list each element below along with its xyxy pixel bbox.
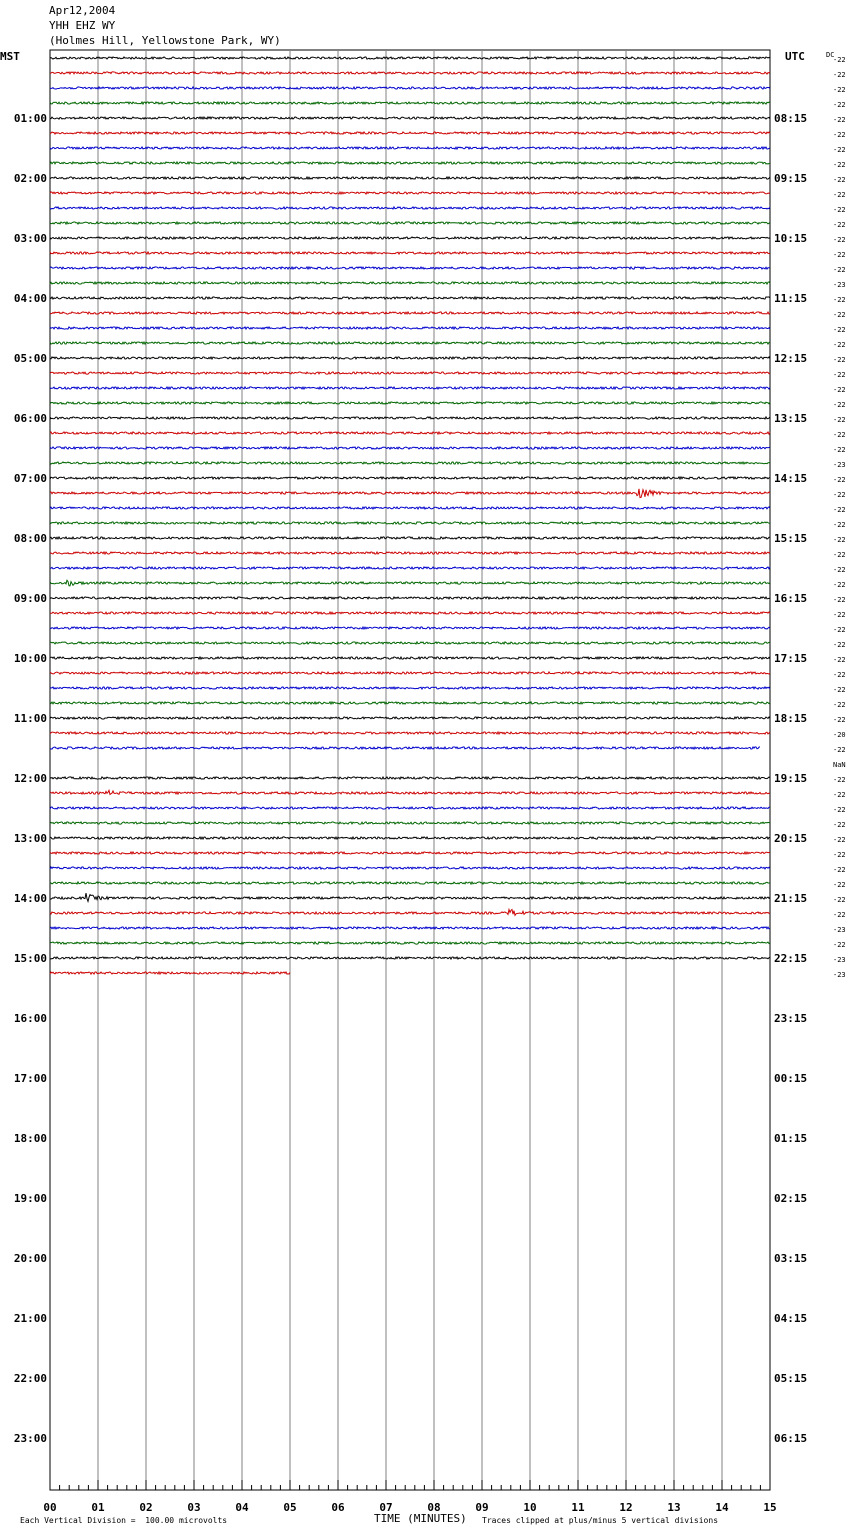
x-tick-label: 03 [187, 1501, 201, 1514]
trace-line [50, 732, 770, 734]
x-tick-label: 14 [715, 1501, 729, 1514]
mst-hour-label: 07:00 [13, 472, 47, 485]
x-tick-label: 02 [139, 1501, 153, 1514]
right-axis-title: UTC [785, 50, 805, 63]
utc-hour-label: 03:15 [774, 1252, 808, 1265]
clip-note: Traces clipped at plus/minus 5 vertical divisions [482, 1516, 719, 1525]
dc-value: -22 [833, 71, 846, 79]
dc-value: -22 [833, 86, 846, 94]
trace-line [50, 790, 770, 794]
plot-frame [50, 50, 770, 1490]
utc-hour-label: 05:15 [774, 1372, 808, 1385]
dc-value: -22 [833, 701, 846, 709]
dc-value: -22 [833, 581, 846, 589]
trace-line [50, 357, 770, 359]
mst-hour-label: 18:00 [13, 1132, 47, 1145]
mst-hour-label: 15:00 [13, 952, 47, 965]
x-tick-label: 09 [475, 1501, 489, 1514]
trace-line [50, 117, 770, 119]
utc-hour-label: 01:15 [774, 1132, 808, 1145]
trace-line [50, 957, 770, 959]
dc-value: -22 [833, 881, 846, 889]
utc-hour-label: 13:15 [774, 412, 808, 425]
trace-line [50, 147, 770, 149]
dc-value: -22 [833, 476, 846, 484]
dc-value: -22 [833, 851, 846, 859]
trace-line [50, 87, 770, 89]
dc-value: -22 [833, 551, 846, 559]
utc-hour-label: 19:15 [774, 772, 808, 785]
trace-line [50, 102, 770, 104]
trace-line [50, 597, 770, 599]
dc-value: -22 [833, 101, 846, 109]
mst-hour-label: 11:00 [13, 712, 47, 725]
dc-value: -22 [833, 326, 846, 334]
utc-hour-label: 08:15 [774, 112, 808, 125]
mst-hour-label: 22:00 [13, 1372, 47, 1385]
dc-value: -22 [833, 776, 846, 784]
dc-value: -22 [833, 386, 846, 394]
trace-line [50, 72, 770, 74]
trace-line [50, 672, 770, 674]
mst-hour-label: 06:00 [13, 412, 47, 425]
dc-value: -22 [833, 656, 846, 664]
trace-line [50, 522, 770, 524]
trace-line [50, 612, 770, 614]
utc-hour-label: 00:15 [774, 1072, 808, 1085]
mst-hour-label: 10:00 [13, 652, 47, 665]
mst-hour-label: 19:00 [13, 1192, 47, 1205]
utc-hour-label: 09:15 [774, 172, 808, 185]
dc-value: -22 [833, 941, 846, 949]
dc-value: -22 [833, 161, 846, 169]
mst-hour-label: 21:00 [13, 1312, 47, 1325]
trace-line [50, 910, 770, 916]
trace-line [50, 777, 770, 779]
dc-value: -22 [833, 806, 846, 814]
station-code: YHH EHZ WY [49, 19, 116, 32]
dc-value: -22 [833, 416, 846, 424]
dc-value: -22 [833, 686, 846, 694]
utc-hour-label: 06:15 [774, 1432, 808, 1445]
dc-value: NaN [833, 761, 846, 769]
x-tick-label: 10 [523, 1501, 537, 1514]
utc-hour-label: 11:15 [774, 292, 808, 305]
utc-hour-label: 23:15 [774, 1012, 808, 1025]
trace-line [50, 580, 770, 586]
left-axis-title: MST [0, 50, 20, 63]
mst-hour-label: 05:00 [13, 352, 47, 365]
dc-value: -23 [833, 956, 846, 964]
dc-value: -22 [833, 191, 846, 199]
mst-hour-label: 01:00 [13, 112, 47, 125]
mst-hour-label: 20:00 [13, 1252, 47, 1265]
trace-line [50, 489, 770, 498]
trace-line [50, 282, 770, 284]
dc-value: -22 [833, 491, 846, 499]
dc-value: -23 [833, 461, 846, 469]
dc-value: -22 [833, 251, 846, 259]
trace-line [50, 507, 770, 509]
dc-value: -22 [833, 221, 846, 229]
trace-line [50, 642, 770, 644]
trace-line [50, 342, 770, 344]
dc-value: -22 [833, 521, 846, 529]
utc-hour-label: 16:15 [774, 592, 808, 605]
trace-line [50, 837, 770, 839]
dc-value: -22 [833, 146, 846, 154]
trace-line [50, 237, 770, 239]
utc-hour-label: 02:15 [774, 1192, 808, 1205]
trace-line [50, 252, 770, 254]
dc-value: -22 [833, 791, 846, 799]
x-tick-label: 01 [91, 1501, 105, 1514]
scale-note: Each Vertical Division = 100.00 microvolts [20, 1516, 228, 1525]
trace-line [50, 222, 770, 224]
trace-line [50, 807, 770, 809]
utc-hour-label: 14:15 [774, 472, 808, 485]
trace-line [50, 657, 770, 659]
trace-line [50, 447, 770, 449]
dc-value: -22 [833, 341, 846, 349]
x-tick-label: 11 [571, 1501, 585, 1514]
trace-line [50, 972, 290, 974]
trace-line [50, 327, 770, 329]
utc-hour-label: 18:15 [774, 712, 808, 725]
dc-value: -22 [833, 446, 846, 454]
x-tick-label: 05 [283, 1501, 297, 1514]
dc-value: -22 [833, 671, 846, 679]
x-tick-label: 04 [235, 1501, 249, 1514]
mst-hour-label: 08:00 [13, 532, 47, 545]
dc-value: -22 [833, 206, 846, 214]
mst-hour-label: 12:00 [13, 772, 47, 785]
trace-line [50, 162, 770, 164]
dc-value: -22 [833, 611, 846, 619]
dc-value: -22 [833, 566, 846, 574]
trace-line [50, 852, 770, 854]
x-axis-title: TIME (MINUTES) [374, 1512, 467, 1525]
dc-value: -22 [833, 626, 846, 634]
trace-line [50, 462, 770, 464]
trace-line [50, 927, 770, 929]
mst-hour-label: 09:00 [13, 592, 47, 605]
dc-label: DC [826, 51, 835, 59]
utc-hour-label: 12:15 [774, 352, 808, 365]
dc-value: -22 [833, 911, 846, 919]
mst-hour-label: 02:00 [13, 172, 47, 185]
station-location: (Holmes Hill, Yellowstone Park, WY) [49, 34, 281, 47]
utc-hour-label: 15:15 [774, 532, 808, 545]
x-tick-label: 15 [763, 1501, 777, 1514]
trace-line [50, 267, 770, 269]
trace-line [50, 867, 770, 869]
trace-line [50, 207, 770, 209]
x-tick-label: 07 [379, 1501, 393, 1514]
x-tick-label: 08 [427, 1501, 441, 1514]
dc-value: -23 [833, 971, 846, 979]
trace-line [50, 747, 760, 749]
dc-value: -23 [833, 926, 846, 934]
trace-line [50, 882, 770, 884]
dc-value: -22 [833, 176, 846, 184]
mst-hour-label: 03:00 [13, 232, 47, 245]
trace-line [50, 297, 770, 299]
dc-value: -22 [833, 356, 846, 364]
x-tick-label: 06 [331, 1501, 345, 1514]
trace-line [50, 567, 770, 569]
trace-line [50, 312, 770, 314]
dc-value: -22 [833, 236, 846, 244]
trace-line [50, 387, 770, 389]
dc-value: -22 [833, 371, 846, 379]
dc-value: -22 [833, 131, 846, 139]
mst-hour-label: 17:00 [13, 1072, 47, 1085]
trace-line [50, 702, 770, 704]
utc-hour-label: 10:15 [774, 232, 808, 245]
chart-date: Apr12,2004 [49, 4, 116, 17]
dc-value: -22 [833, 896, 846, 904]
dc-value: -22 [833, 506, 846, 514]
utc-hour-label: 04:15 [774, 1312, 808, 1325]
trace-line [50, 687, 770, 689]
dc-value: -22 [833, 596, 846, 604]
dc-value: -22 [833, 56, 846, 64]
trace-line [50, 942, 770, 944]
dc-value: -23 [833, 281, 846, 289]
dc-value: -22 [833, 641, 846, 649]
dc-value: -22 [833, 431, 846, 439]
trace-line [50, 177, 770, 179]
dc-value: -22 [833, 536, 846, 544]
mst-hour-label: 13:00 [13, 832, 47, 845]
dc-value: -22 [833, 311, 846, 319]
utc-hour-label: 20:15 [774, 832, 808, 845]
mst-hour-label: 14:00 [13, 892, 47, 905]
x-tick-label: 13 [667, 1501, 681, 1514]
trace-line [50, 717, 770, 719]
dc-value: -22 [833, 716, 846, 724]
dc-value: -22 [833, 746, 846, 754]
mst-hour-label: 16:00 [13, 1012, 47, 1025]
trace-line [50, 132, 770, 134]
trace-line [50, 537, 770, 539]
trace-line [50, 402, 770, 404]
mst-hour-label: 04:00 [13, 292, 47, 305]
dc-value: -22 [833, 116, 846, 124]
utc-hour-label: 22:15 [774, 952, 808, 965]
dc-value: -22 [833, 866, 846, 874]
trace-line [50, 192, 770, 194]
trace-line [50, 432, 770, 434]
utc-hour-label: 21:15 [774, 892, 808, 905]
trace-line [50, 627, 770, 629]
dc-value: -22 [833, 836, 846, 844]
dc-value: -20 [833, 731, 846, 739]
x-tick-label: 12 [619, 1501, 633, 1514]
trace-line [50, 417, 770, 419]
dc-value: -22 [833, 296, 846, 304]
trace-line [50, 822, 770, 824]
trace-line [50, 552, 770, 554]
utc-hour-label: 17:15 [774, 652, 808, 665]
trace-line [50, 372, 770, 374]
dc-value: -22 [833, 266, 846, 274]
trace-line [50, 893, 770, 901]
x-tick-label: 00 [43, 1501, 57, 1514]
dc-value: -22 [833, 401, 846, 409]
dc-value: -22 [833, 821, 846, 829]
mst-hour-label: 23:00 [13, 1432, 47, 1445]
trace-line [50, 477, 770, 479]
trace-line [50, 57, 770, 59]
